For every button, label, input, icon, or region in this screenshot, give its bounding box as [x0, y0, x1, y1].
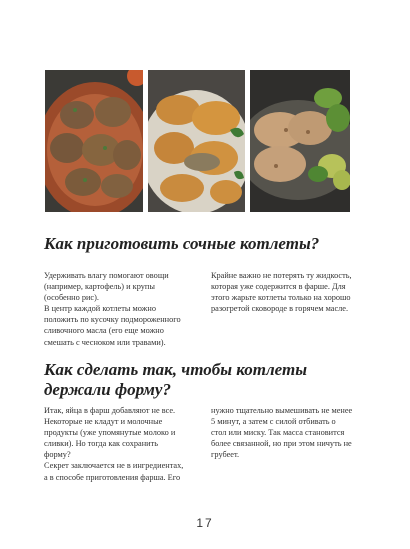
section-heading-juicy-cutlets: Как приготовить сочные котлеты? — [44, 234, 320, 253]
paragraph: Крайне важно не потерять ту жидкость, которая уже содержится в фарше. Для этого жарьте котлеты только на хорошо разогретой сковороде в горячем масле. — [211, 271, 352, 314]
section2-left-column — [44, 405, 186, 483]
photo-strip — [45, 70, 350, 212]
cutlets-plate-image — [45, 70, 143, 212]
paragraph: В центр каждой котлеты можно положить по кусочку подмороженного сливочного масла (его еще можно смешать с чесноком или травами). — [44, 304, 181, 347]
paragraph: нужно тщательно вымешивать не менее 5 минут, а затем с силой отбивать о стол или миску. Так масса становится более связанной, но при этом ничуть не грубеет. — [211, 406, 353, 460]
section-heading-keep-shape: Как сделать так, чтобы котлеты держали форму? — [44, 360, 308, 399]
photo-stuffed-cutlets — [148, 70, 245, 212]
photo-cutlets-with-greens — [250, 70, 350, 212]
page-number: 17 — [196, 516, 214, 530]
stuffed-cutlets-image — [148, 70, 245, 212]
paragraph: Удерживать влагу помогают овощи (например, картофель) и крупы (особенно рис). — [44, 271, 169, 303]
section2-right-column — [211, 405, 353, 460]
paragraph: Итак, яйца в фарш добавляют не все. Некоторые не кладут и молочные продукты (уже упомянутые молоко и сливки). Но тогда как сохранить форму? — [44, 406, 176, 460]
section1-left-column — [44, 270, 186, 348]
cutlets-greens-image — [250, 70, 350, 212]
photo-cutlets-plate — [45, 70, 143, 212]
section1-right-column — [211, 270, 353, 314]
paragraph: Секрет заключается не в ингредиентах, а в способе приготовления фарша. Его — [44, 461, 184, 482]
